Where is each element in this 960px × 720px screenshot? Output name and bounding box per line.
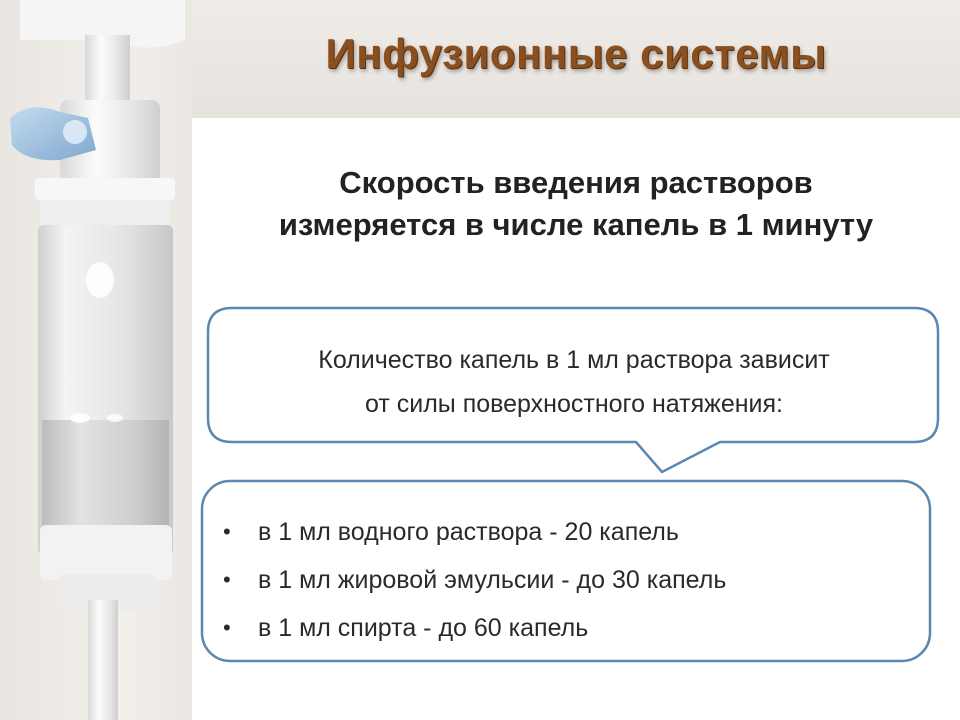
list-item <box>215 556 726 604</box>
bullet-icon: • <box>223 615 231 640</box>
bullet-icon: • <box>223 567 231 592</box>
drops-list <box>215 508 726 652</box>
list-item <box>215 508 726 556</box>
list-item-text: в 1 мл спирта - до 60 капель <box>258 614 589 642</box>
callout-text <box>212 338 936 426</box>
subtitle-line-1: Скорость введения растворов <box>339 165 813 200</box>
bullet-icon: • <box>223 519 231 544</box>
slide-title: Инфузионные системы <box>325 30 827 77</box>
subtitle-line-2: измеряется в числе капель в 1 минуту <box>278 207 874 242</box>
callout-line-2: от силы поверхностного натяжения: <box>364 390 783 418</box>
list-item-text: в 1 мл водного раствора - 20 капель <box>258 518 679 546</box>
callout-line-1: Количество капель в 1 мл раствора зависит <box>318 346 830 374</box>
list-item-text: в 1 мл жировой эмульсии - до 30 капель <box>258 566 727 594</box>
list-item <box>215 604 726 652</box>
